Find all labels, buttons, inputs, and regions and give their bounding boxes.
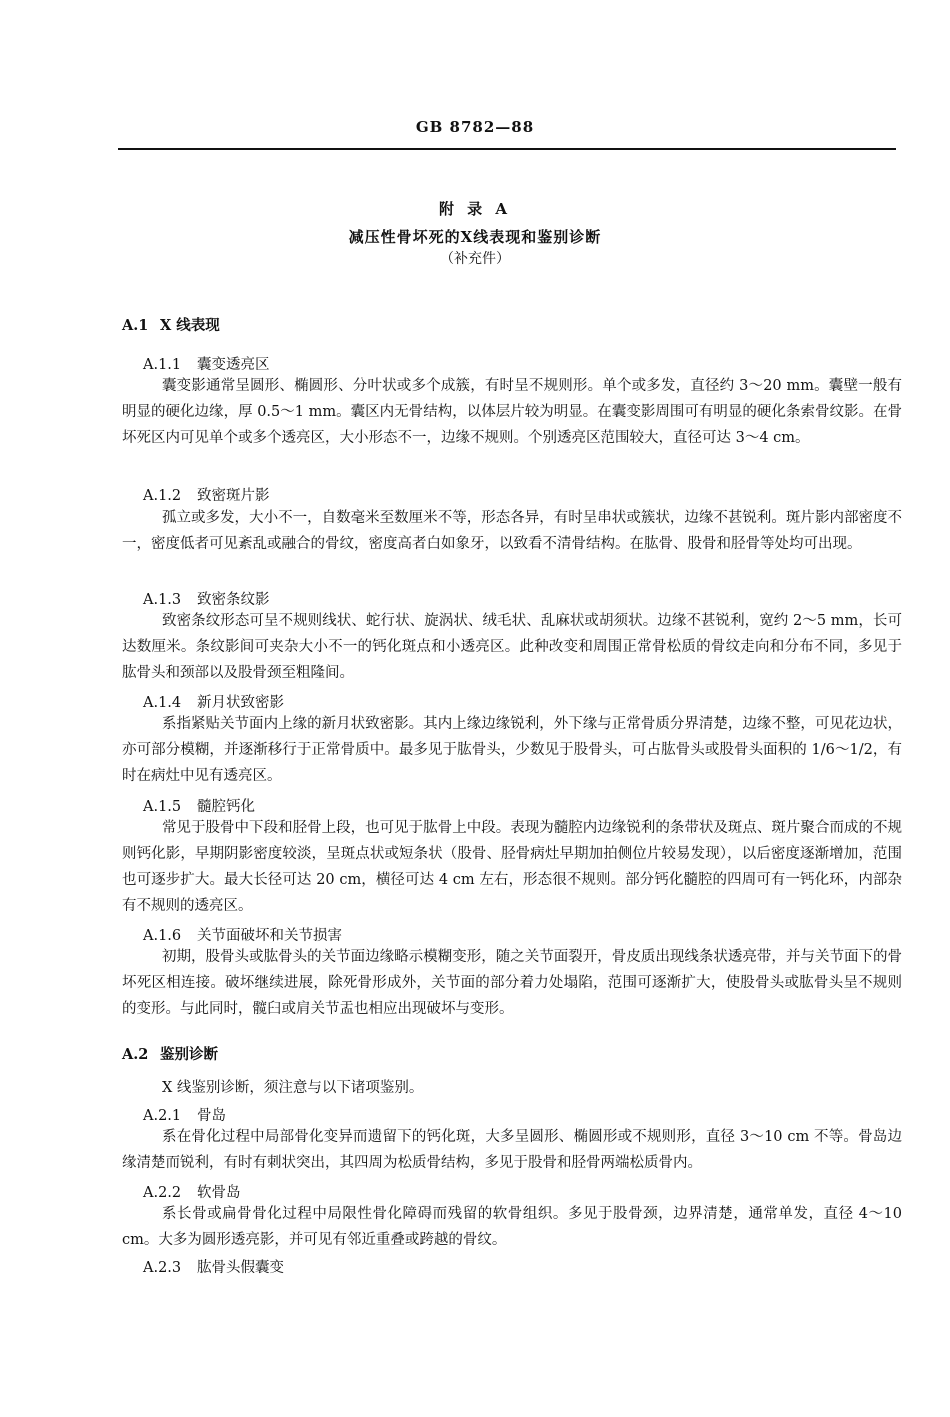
paragraph-a15: 常见于股骨中下段和胫骨上段，也可见于肱骨上中段。表现为髓腔内边缘锐利的条带状及斑点、斑片聚合而成的不规则钙化影，早期阴影密度较淡，呈斑点状或短条状（股骨、胫骨病灶早期加拍侧位片较易发现），以后密度逐渐增加，范围也可逐步扩大。最大长径可达 20 cm，横径可达 4 cm 左右，形态很不规则。部分钙化髓腔的四周可有一钙化环，内部杂有不规则的透亮区。 [122, 820, 902, 914]
section-title: 髓腔钙化 [197, 799, 255, 815]
header-rule [118, 148, 896, 150]
paragraph-a14: 系指紧贴关节面内上缘的新月状致密影。其内上缘边缘锐利，外下缘与正常骨质分界清楚，边缘不整，可见花边状，亦可部分模糊，并逐渐移行于正常骨质中。最多见于肱骨头，少数见于股骨头，可占肱骨头或股骨头面积的 1/6～1/2，有时在病灶中见有透亮区。 [122, 716, 902, 784]
section-number: A.2.3 [143, 1260, 182, 1276]
appendix-note: （补充件） [440, 251, 510, 267]
paragraph-a2: X 线鉴别诊断，须注意与以下诸项鉴别。 [162, 1080, 424, 1096]
section-number: A.1.6 [143, 928, 182, 944]
section-number: A.1.2 [143, 488, 182, 504]
section-number: A.1 [122, 317, 149, 334]
section-number: A.2 [122, 1046, 149, 1063]
paragraph-a13: 致密条纹形态可呈不规则线状、蛇行状、旋涡状、绒毛状、乱麻状或胡须状。边缘不甚锐利，宽约 2～5 mm，长可达数厘米。条纹影间可夹杂大小不一的钙化斑点和小透亮区。此种改变和周围正常骨松质的骨纹走向和分布不同，多见于肱骨头和颈部以及股骨颈至粗隆间。 [122, 613, 902, 681]
section-title: 肱骨头假囊变 [197, 1260, 284, 1276]
paragraph-a21: 系在骨化过程中局部骨化变异而遗留下的钙化斑，大多呈圆形、椭圆形或不规则形，直径 3～10 cm 不等。骨岛边缘清楚而锐利，有时有刺状突出，其四周为松质骨结构，多见于股骨和胫骨两端松质骨内。 [122, 1129, 902, 1171]
subsection-a12-heading [143, 484, 923, 505]
subsection-a23-heading [143, 1256, 923, 1277]
subsection-a21-heading [143, 1104, 923, 1125]
section-title: 骨岛 [197, 1108, 226, 1124]
section-number: A.1.1 [143, 357, 182, 373]
appendix-label: 附 录 A [438, 200, 512, 218]
section-a1-heading [122, 314, 902, 335]
section-number: A.2.2 [143, 1185, 182, 1201]
section-number: A.1.4 [143, 695, 182, 711]
section-a2-heading [122, 1043, 902, 1064]
paragraph-a12: 孤立或多发，大小不一，自数毫米至数厘米不等，形态各异，有时呈串状或簇状，边缘不甚锐利。斑片影内部密度不一，密度低者可见紊乱或融合的骨纹，密度高者白如象牙，以致看不清骨结构。在肱骨、股骨和胫骨等处均可出现。 [122, 510, 902, 552]
section-number: A.1.5 [143, 799, 182, 815]
section-title: 关节面破坏和关节损害 [197, 928, 342, 944]
section-title: 囊变透亮区 [197, 357, 270, 373]
subsection-a11-heading [143, 353, 923, 374]
subsection-a16-heading [143, 924, 923, 945]
section-title: 软骨岛 [197, 1185, 241, 1201]
subsection-a22-heading [143, 1181, 923, 1202]
section-title: X 线表现 [160, 317, 220, 334]
section-number: A.2.1 [143, 1108, 182, 1124]
subsection-a13-heading [143, 588, 923, 609]
section-number: A.1.3 [143, 592, 182, 608]
section-title: 致密斑片影 [197, 488, 270, 504]
subsection-a14-heading [143, 691, 923, 712]
document-header: GB 8782—88 [415, 118, 535, 136]
paragraph-a16: 初期，股骨头或肱骨头的关节面边缘略示模糊变形，随之关节面裂开，骨皮质出现线条状透亮带，并与关节面下的骨坏死区相连接。破坏继续进展，除死骨形成外，关节面的部分着力处塌陷，范围可逐渐扩大，使股骨头或肱骨头呈不规则的变形。与此同时，髋臼或肩关节盂也相应出现破坏与变形。 [122, 949, 902, 1017]
section-title: 致密条纹影 [197, 592, 270, 608]
paragraph-a11: 囊变影通常呈圆形、椭圆形、分叶状或多个成簇，有时呈不规则形。单个或多发，直径约 3～20 mm。囊壁一般有明显的硬化边缘，厚 0.5～1 mm。囊区内无骨结构，以体层片较为明显。在囊变影周围可有明显的硬化条索骨纹影。在骨坏死区内可见单个或多个透亮区，大小形态不一，边缘不规则。个别透亮区范围较大，直径可达 3～4 cm。 [122, 378, 902, 446]
section-title: 鉴别诊断 [160, 1046, 218, 1063]
paragraph-a22: 系长骨或扁骨骨化过程中局限性骨化障碍而残留的软骨组织。多见于股骨颈，边界清楚，通常单发，直径 4～10 cm。大多为圆形透亮影，并可见有邻近重叠或跨越的骨纹。 [122, 1206, 902, 1248]
appendix-title: 减压性骨坏死的X线表现和鉴别诊断 [348, 228, 602, 246]
subsection-a15-heading [143, 795, 923, 816]
section-title: 新月状致密影 [197, 695, 284, 711]
